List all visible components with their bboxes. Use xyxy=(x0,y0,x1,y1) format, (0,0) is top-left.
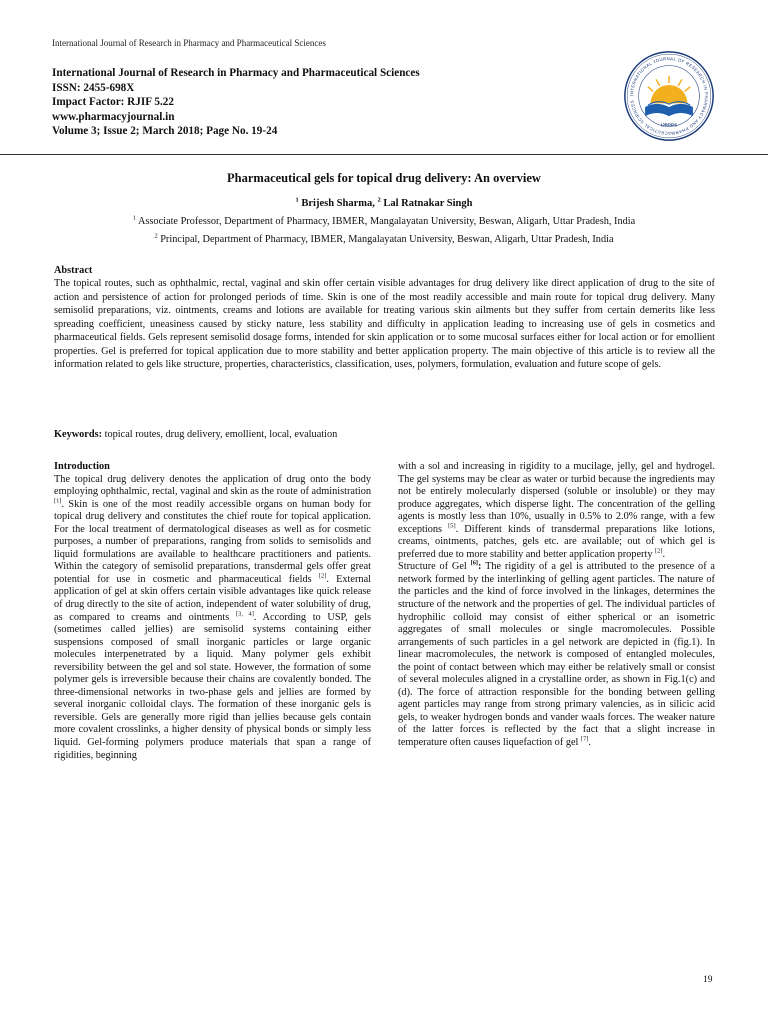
logo-ring-text: INTERNATIONAL JOURNAL OF RESEARCH IN PHARMACY AND PHARMACEUTICAL SCIENCES xyxy=(629,56,709,136)
introduction-heading: Introduction xyxy=(54,461,110,472)
intro-text-2: . Skin is one of the most readily accessible organs on human body for topical drug delivery and constitutes the chief route for topical application. For the local treatment of dermatological diseases as well as for cosmetic purposes, a number of preparations, ranging from solids to semisolids and liquid formulations are available to healthcare practitioners and patients. Within the category of semisolid preparations, transdermal gels offer great potential for use in cosmetic and pharmaceutical fields xyxy=(54,498,371,585)
structure-of-gel-paragraph xyxy=(398,561,715,749)
journal-info xyxy=(52,66,420,139)
body-column-left xyxy=(54,461,371,762)
citation-3-4: [3, 4] xyxy=(235,610,254,618)
affiliation1-text: Associate Professor, Department of Pharmacy, IBMER, Mangalayatan University, Beswan, Aligarh, Uttar Pradesh, India xyxy=(137,216,636,227)
citation-1: [1] xyxy=(54,497,62,505)
body-column-right xyxy=(398,461,715,750)
article-authors xyxy=(0,198,768,209)
author2-name: Lal Ratnakar Singh xyxy=(383,198,473,209)
author1-superscript: 1 xyxy=(295,196,299,204)
journal-issn: ISSN: 2455-698X xyxy=(52,81,135,94)
introduction-paragraph xyxy=(54,474,371,763)
affiliation2-text: Principal, Department of Pharmacy, IBMER, Mangalayatan University, Beswan, Aligarh, Uttar Pradesh, India xyxy=(160,234,614,245)
structure-text: The rigidity of a gel is attributed to the presence of a network formed by the interlinking of gelling agent particles. The nature of the particles and the kind of force involved in the linkages, determines the structure of the network and the properties of gel. The individual particles of hydrophilic colloid may consist of either spherical or an isometric aggregates of small molecules or single macromolecules. Possible arrangements of such particles in a gel network are depicted in (fig.1). In linear macromolecules, the network is composed of entangled molecules, the point of contact between which may either be relatively small or consist of several molecules aligned in a crystalline order, as shown in Fig.1(c) and (d). The force of attraction responsible for the bonding between gelling agent particles may range from strong primary valencies, as in silicic acid gels, to weaker hydrogen bonds and vander waals forces. The weaker nature of the latter forces is reflected by the fact that a slight increase in temperature often causes liquefaction of gel xyxy=(398,561,715,749)
citation-2b: [2] xyxy=(655,547,663,555)
abstract-text: The topical routes, such as ophthalmic, rectal, vaginal and skin offer certain visible advantages for drug delivery like direct application of drug to the site of action and persistence of action for prolonged periods of time. Skin is one of the most readily accessible and main route for topical drug delivery. Many semisolid preparations, viz. ointments, creams and lotions are available for treating various skin ailments but they suffer from certain demerits like less spreading coefficient, uneasiness caused by sticky nature, less stability and difficulty in application leading to increasing use of gels in cosmetics and pharmaceutical fields. Gels represent semisolid dosage forms, intended for skin application or to some mucosal surfaces either for local action or for emollient properties. Gel is preferred for topical application due to more stability and better application property. The main objective of this article is to review all the information related to gels like structure, properties, characteristics, classification, uses, polymers, formulation, evaluation and future scope of gels. xyxy=(54,278,715,371)
continued-paragraph xyxy=(398,461,715,561)
journal-name: International Journal of Research in Pharmacy and Pharmaceutical Sciences xyxy=(52,67,420,79)
running-header: International Journal of Research in Pharmacy and Pharmaceutical Sciences xyxy=(52,38,326,48)
right-text-1: with a sol and increasing in rigidity to a mucilage, jelly, gel and hydrogel. The gel systems may be clear as water or turbid because the ingredients may not be entirely molecularly dispersed (soluble or insoluble) or they may produce aggregates, which disperse light. The concentration of the gelling agents is mostly less than 10%, usually in 0.5% to 2.0% range, with a few exceptions xyxy=(398,461,715,535)
citation-7: [7] xyxy=(580,735,589,743)
affiliation-2 xyxy=(0,234,768,245)
structure-label: Structure of Gel xyxy=(398,561,471,573)
citation-6: [6] xyxy=(470,559,479,567)
journal-seal-book-logo xyxy=(623,50,715,142)
intro-text-3: . External application of gel at skin offers certain visible advantages like quick release of drug directly to the site of action, independent of water solubility of drug, as compared to creams and ointments xyxy=(54,573,371,623)
page-number: 19 xyxy=(703,975,713,985)
affiliation2-superscript: 2 xyxy=(154,232,158,240)
citation-5: [5] xyxy=(448,522,456,530)
structure-colon: : xyxy=(478,561,482,573)
author2-superscript: 2 xyxy=(377,196,381,204)
citation-2: [2] xyxy=(318,572,327,580)
header-divider xyxy=(0,154,768,155)
affiliation1-superscript: 1 xyxy=(132,214,136,222)
intro-text-1: The topical drug delivery denotes the application of drug onto the body employing ophthalmic, rectal, vaginal and skin as the route of administration xyxy=(54,473,371,498)
abstract-heading: Abstract xyxy=(54,265,93,276)
affiliation-1 xyxy=(0,216,768,227)
keywords-section xyxy=(54,429,715,440)
keywords-label: Keywords: xyxy=(54,429,103,440)
author1-name: Brijesh Sharma, xyxy=(301,198,375,209)
svg-text:IJRPPS: IJRPPS xyxy=(660,122,678,128)
intro-text-4: . According to USP, gels (sometimes called jellies) are semisolid systems containing either suspensions composed of small inorganic particles or large organic molecules interpenetrated by a liquid. Many polymer gels exhibit reversibility between the gel and sol state. However, the formation of some polymer gels is irreversible because their chains are covalently bonded. The three-dimensional networks in two-phase gels and jellies are formed by several inorganic colloidal clays. The formation of these inorganic gels is reversible. Gels are generally more rigid than jellies because gels contain more covalent crosslinks, a higher density of physical bonds or simply less liquid. Gel-forming polymers produce materials that span a range of rigidities, beginning xyxy=(54,611,371,761)
article-title: Pharmaceutical gels for topical drug delivery: An overview xyxy=(227,171,541,185)
structure-text-end: . xyxy=(588,737,591,749)
keywords-text: topical routes, drug delivery, emollient, local, evaluation xyxy=(104,429,338,440)
right-text-3: . xyxy=(662,548,666,560)
journal-volume: Volume 3; Issue 2; March 2018; Page No. 19-24 xyxy=(52,125,278,138)
right-text-2: . Different kinds of transdermal preparations like lotions, creams, ointments, patches, gels etc. are available; out of which gel is preferred due to more stability and better application property xyxy=(398,523,715,560)
abstract-section xyxy=(54,264,715,372)
journal-website: www.pharmacyjournal.in xyxy=(52,110,175,123)
journal-impact-factor: Impact Factor: RJIF 5.22 xyxy=(52,96,174,109)
